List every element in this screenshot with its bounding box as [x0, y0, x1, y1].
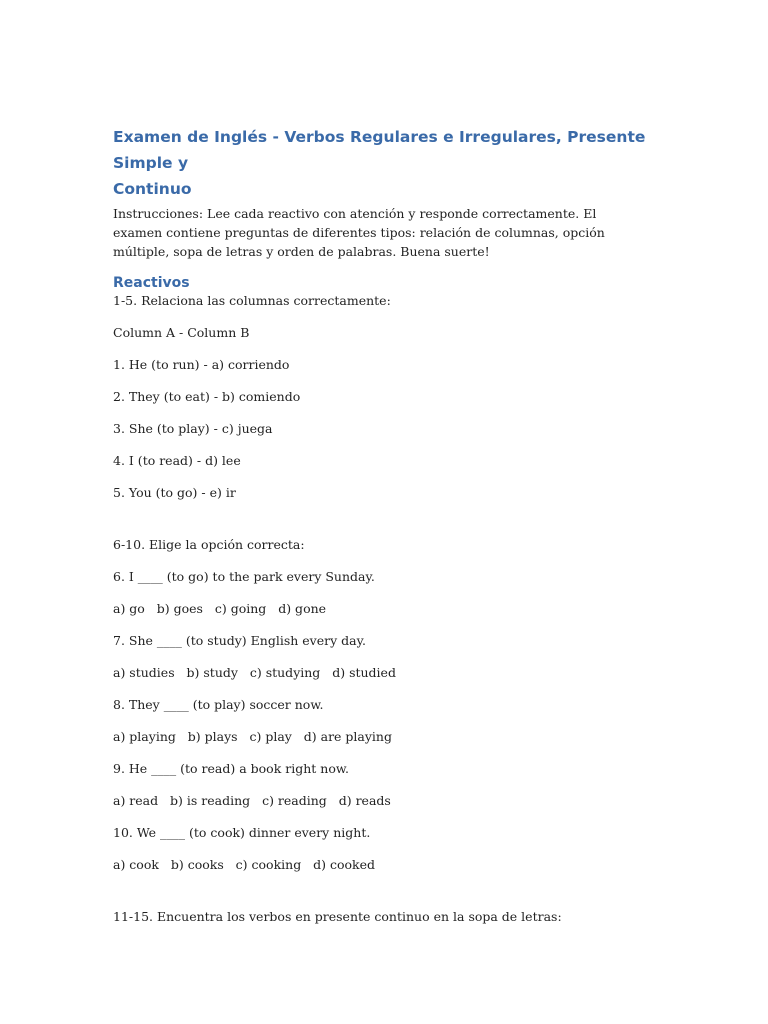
- question-options: a) go b) goes c) going d) gone: [113, 601, 327, 616]
- section-heading-reactivos: Reactivos: [113, 275, 190, 291]
- question-options: a) cook b) cooks c) cooking d) cooked: [113, 857, 375, 872]
- question-options: a) read b) is reading c) reading d) reads: [113, 793, 391, 808]
- question-text: 6. I ____ (to go) to the park every Sunday.: [113, 569, 375, 584]
- question-text: 8. They ____ (to play) soccer now.: [113, 697, 324, 712]
- instructions-text: Instrucciones: Lee cada reactivo con atención y responde correctamente. El examen contiene preguntas de diferentes tipos: relación de columnas, opción múltiple, sopa de letras y orden de palabras. Buena suerte!: [113, 206, 605, 259]
- matching-item: 5. You (to go) - e) ir: [113, 485, 236, 500]
- question-text: 9. He ____ (to read) a book right now.: [113, 761, 350, 776]
- question-text: 10. We ____ (to cook) dinner every night.: [113, 825, 371, 840]
- question-options: a) studies b) study c) studying d) studied: [113, 665, 396, 680]
- question-text: 7. She ____ (to study) English every day.: [113, 633, 366, 648]
- matching-header: Column A - Column B: [113, 325, 250, 340]
- multiple-choice-prompt: 6-10. Elige la opción correcta:: [113, 537, 305, 552]
- document-page: [113, 124, 653, 925]
- matching-item: 2. They (to eat) - b) comiendo: [113, 389, 301, 404]
- document-title: [113, 124, 653, 202]
- matching-prompt: 1-5. Relaciona las columnas correctamente:: [113, 293, 391, 308]
- word-search-prompt: 11-15. Encuentra los verbos en presente continuo en la sopa de letras:: [113, 909, 562, 924]
- matching-item: 1. He (to run) - a) corriendo: [113, 357, 290, 372]
- question-options: a) playing b) plays c) play d) are playing: [113, 729, 392, 744]
- title-line-1: Examen de Inglés - Verbos Regulares e Irregulares, Presente Simple y: [113, 128, 646, 172]
- title-line-2: Continuo: [113, 180, 192, 198]
- matching-item: 4. I (to read) - d) lee: [113, 453, 241, 468]
- matching-item: 3. She (to play) - c) juega: [113, 421, 273, 436]
